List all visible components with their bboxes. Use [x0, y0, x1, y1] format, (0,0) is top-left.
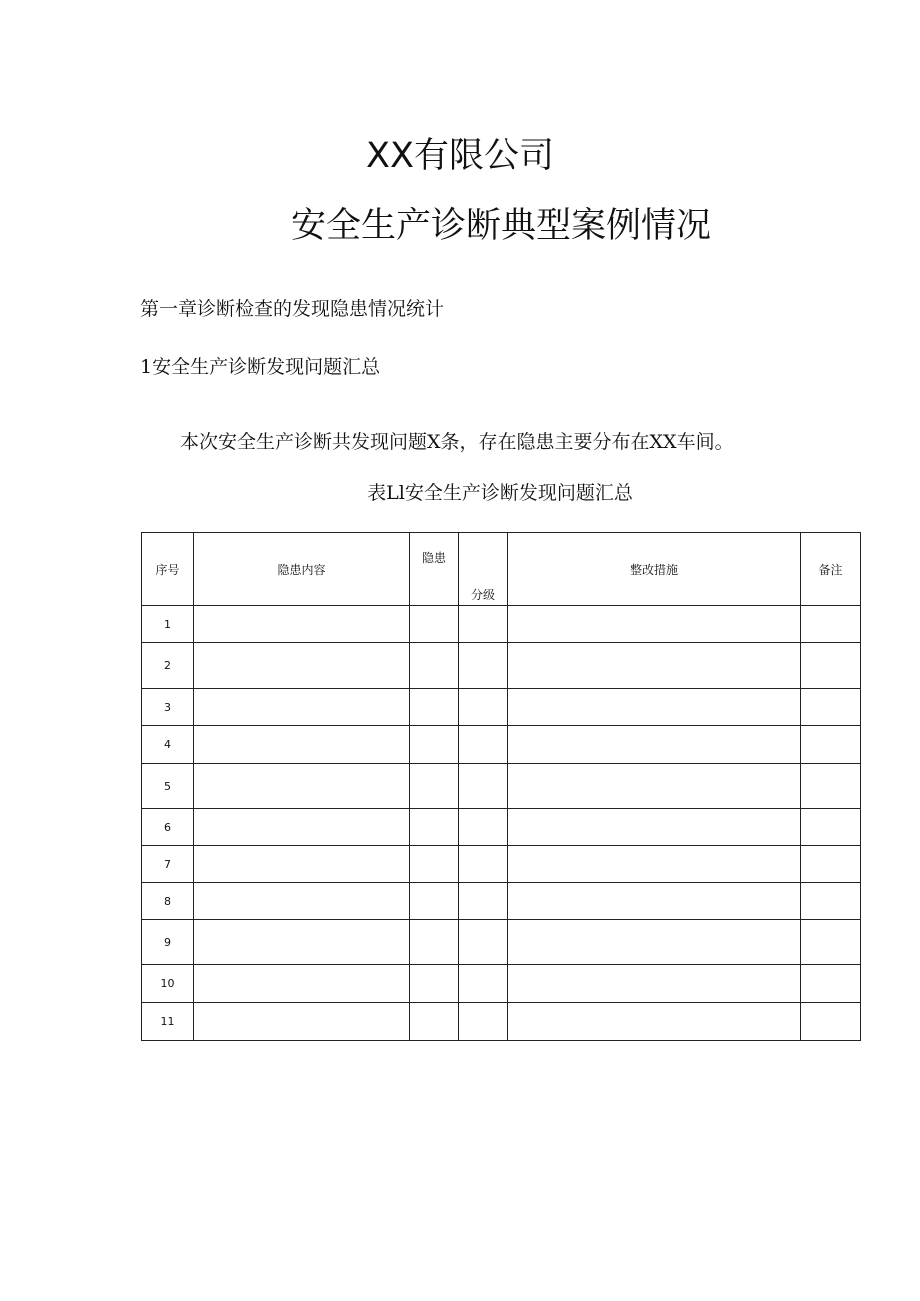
company-title: XX有限公司 — [366, 136, 554, 176]
rectification-cell — [508, 965, 801, 1003]
row-index-cell: 2 — [142, 643, 194, 689]
hazard-content-cell — [194, 883, 410, 920]
table-row — [142, 689, 861, 726]
hazard-cell — [410, 846, 459, 883]
hazard-content-cell — [194, 606, 410, 643]
rectification-cell — [508, 643, 801, 689]
rectification-cell — [508, 764, 801, 809]
table-row — [142, 1003, 861, 1041]
table-row — [142, 764, 861, 809]
hazard-cell — [410, 920, 459, 965]
remarks-cell — [801, 643, 861, 689]
table-row — [142, 920, 861, 965]
header-hazard: 隐患 — [410, 533, 459, 606]
remarks-cell — [801, 606, 861, 643]
hazard-cell — [410, 689, 459, 726]
hazard-cell — [410, 606, 459, 643]
rectification-cell — [508, 809, 801, 846]
remarks-cell — [801, 689, 861, 726]
remarks-cell — [801, 883, 861, 920]
summary-paragraph: 本次安全生产诊断共发现问题X条，存在隐患主要分布在XX车间。 — [180, 431, 734, 453]
rectification-cell — [508, 606, 801, 643]
grade-cell — [459, 846, 508, 883]
remarks-cell — [801, 920, 861, 965]
grade-cell — [459, 606, 508, 643]
row-index-cell: 1 — [142, 606, 194, 643]
header-rectification: 整改措施 — [508, 533, 801, 606]
hazard-content-cell — [194, 643, 410, 689]
hazard-content-cell — [194, 846, 410, 883]
grade-cell — [459, 689, 508, 726]
grade-cell — [459, 883, 508, 920]
section-heading: 1安全生产诊断发现问题汇总 — [140, 356, 381, 378]
rectification-cell — [508, 920, 801, 965]
remarks-cell — [801, 726, 861, 764]
hazard-content-cell — [194, 1003, 410, 1041]
grade-cell — [459, 726, 508, 764]
hazard-summary-table — [141, 532, 861, 1041]
grade-cell — [459, 920, 508, 965]
hazard-cell — [410, 965, 459, 1003]
table-row — [142, 606, 861, 643]
rectification-cell — [508, 883, 801, 920]
hazard-content-cell — [194, 809, 410, 846]
grade-cell — [459, 1003, 508, 1041]
grade-cell — [459, 809, 508, 846]
table-row — [142, 965, 861, 1003]
grade-cell — [459, 965, 508, 1003]
hazard-cell — [410, 643, 459, 689]
header-hazard-content: 隐患内容 — [194, 533, 410, 606]
rectification-cell — [508, 689, 801, 726]
grade-cell — [459, 764, 508, 809]
header-remarks: 备注 — [801, 533, 861, 606]
remarks-cell — [801, 1003, 861, 1041]
table-row — [142, 883, 861, 920]
hazard-content-cell — [194, 920, 410, 965]
row-index-cell: 3 — [142, 689, 194, 726]
hazard-cell — [410, 1003, 459, 1041]
header-index: 序号 — [142, 533, 194, 606]
remarks-cell — [801, 846, 861, 883]
hazard-content-cell — [194, 689, 410, 726]
rectification-cell — [508, 846, 801, 883]
hazard-content-cell — [194, 965, 410, 1003]
hazard-content-cell — [194, 764, 410, 809]
hazard-content-cell — [194, 726, 410, 764]
hazard-cell — [410, 809, 459, 846]
table-row — [142, 726, 861, 764]
table-row — [142, 809, 861, 846]
row-index-cell: 5 — [142, 764, 194, 809]
hazard-cell — [410, 883, 459, 920]
row-index-cell: 9 — [142, 920, 194, 965]
row-index-cell: 8 — [142, 883, 194, 920]
table-header-row — [142, 533, 861, 606]
hazard-cell — [410, 726, 459, 764]
row-index-cell: 4 — [142, 726, 194, 764]
grade-cell — [459, 643, 508, 689]
row-index-cell: 11 — [142, 1003, 194, 1041]
remarks-cell — [801, 809, 861, 846]
header-grade: 分级 — [459, 533, 508, 606]
remarks-cell — [801, 764, 861, 809]
rectification-cell — [508, 726, 801, 764]
table-row — [142, 846, 861, 883]
table-caption: 表Ll安全生产诊断发现问题汇总 — [367, 482, 633, 504]
row-index-cell: 7 — [142, 846, 194, 883]
hazard-cell — [410, 764, 459, 809]
rectification-cell — [508, 1003, 801, 1041]
row-index-cell: 10 — [142, 965, 194, 1003]
chapter-heading: 第一章诊断检查的发现隐患情况统计 — [140, 298, 445, 320]
table-row — [142, 643, 861, 689]
remarks-cell — [801, 965, 861, 1003]
row-index-cell: 6 — [142, 809, 194, 846]
report-title: 安全生产诊断典型案例情况 — [290, 206, 711, 246]
